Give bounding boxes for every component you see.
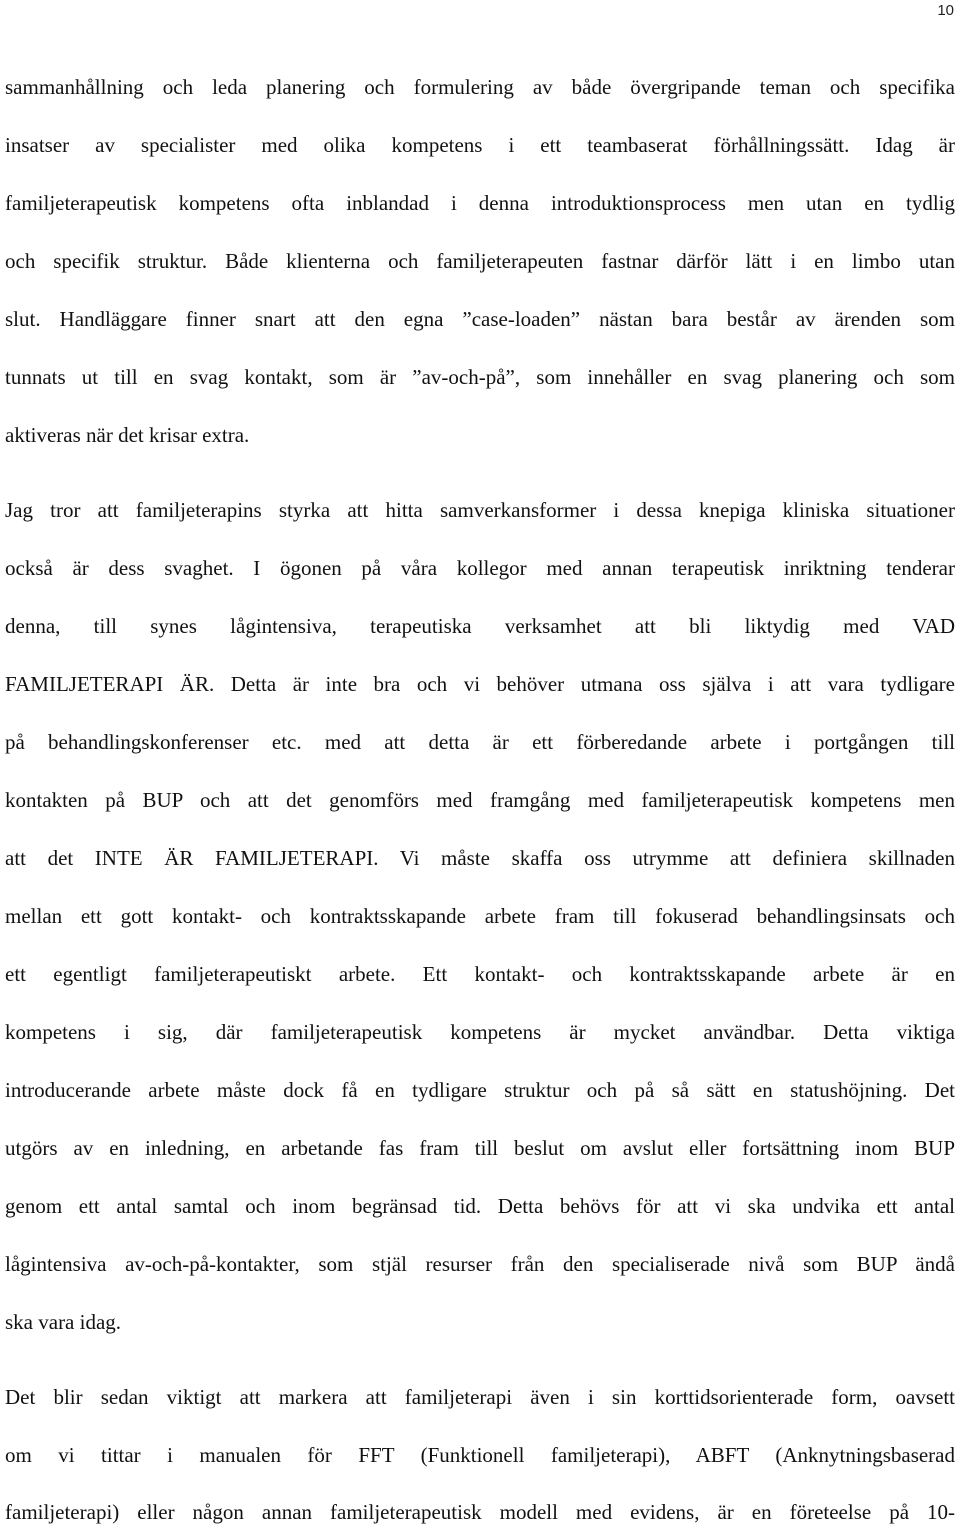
page-number: 10 [937,2,954,19]
text-line: och specifik struktur. Både klienterna och familjeterapeuten fastnar därför lätt i en limbo utan [5,249,955,273]
text-line: utgörs av en inledning, en arbetande fas fram till beslut om avslut eller fortsättning inom BUP [5,1136,955,1160]
text-line: att det INTE ÄR FAMILJETERAPI. Vi måste skaffa oss utrymme att definiera skillnaden [5,846,955,870]
text-line: om vi tittar i manualen för FFT (Funktionell familjeterapi), ABFT (Anknytningsbaserad [5,1443,955,1467]
text-line: också är dess svaghet. I ögonen på våra kollegor med annan terapeutisk inriktning tenderar [5,556,955,580]
text-line: slut. Handläggare finner snart att den egna ”case-loaden” nästan bara består av ärenden som [5,307,955,331]
text-line: ett egentligt familjeterapeutiskt arbete. Ett kontakt- och kontraktsskapande arbete är en [5,962,955,986]
text-line: sammanhållning och leda planering och formulering av både övergripande teman och specifika [5,75,955,99]
text-line: lågintensiva av-och-på-kontakter, som stjäl resurser från den specialiserade nivå som BUP ändå [5,1252,955,1276]
text-line: insatser av specialister med olika kompetens i ett teambaserat förhållningssätt. Idag är [5,133,955,157]
text-line: aktiveras när det krisar extra. [5,423,250,447]
text-line: ska vara idag. [5,1310,122,1334]
text-line: familjeterapi) eller någon annan familjeterapeutisk modell med evidens, är en företeelse på 10- [5,1500,955,1524]
text-line: Jag tror att familjeterapins styrka att hitta samverkansformer i dessa knepiga kliniska situationer [5,498,955,522]
text-line: kompetens i sig, där familjeterapeutisk kompetens är mycket användbar. Detta viktiga [5,1020,955,1044]
text-line: mellan ett gott kontakt- och kontraktsskapande arbete fram till fokuserad behandlingsinsats och [5,904,955,928]
text-line: på behandlingskonferenser etc. med att detta är ett förberedande arbete i portgången till [5,730,955,754]
text-line: tunnats ut till en svag kontakt, som är ”av-och-på”, som innehåller en svag planering och som [5,365,955,389]
text-line: FAMILJETERAPI ÄR. Detta är inte bra och vi behöver utmana oss själva i att vara tydligare [5,672,955,696]
text-line: kontakten på BUP och att det genomförs med framgång med familjeterapeutisk kompetens men [5,788,955,812]
text-line: Det blir sedan viktigt att markera att familjeterapi även i sin korttidsorienterade form, oavsett [5,1385,955,1409]
text-line: denna, till synes lågintensiva, terapeutiska verksamhet att bli liktydig med VAD [5,614,955,638]
text-line: familjeterapeutisk kompetens ofta inblandad i denna introduktionsprocess men utan en tydlig [5,191,955,215]
text-line: introducerande arbete måste dock få en tydligare struktur och på så sätt en statushöjning. Det [5,1078,955,1102]
text-line: genom ett antal samtal och inom begränsad tid. Detta behövs för att vi ska undvika ett antal [5,1194,955,1218]
